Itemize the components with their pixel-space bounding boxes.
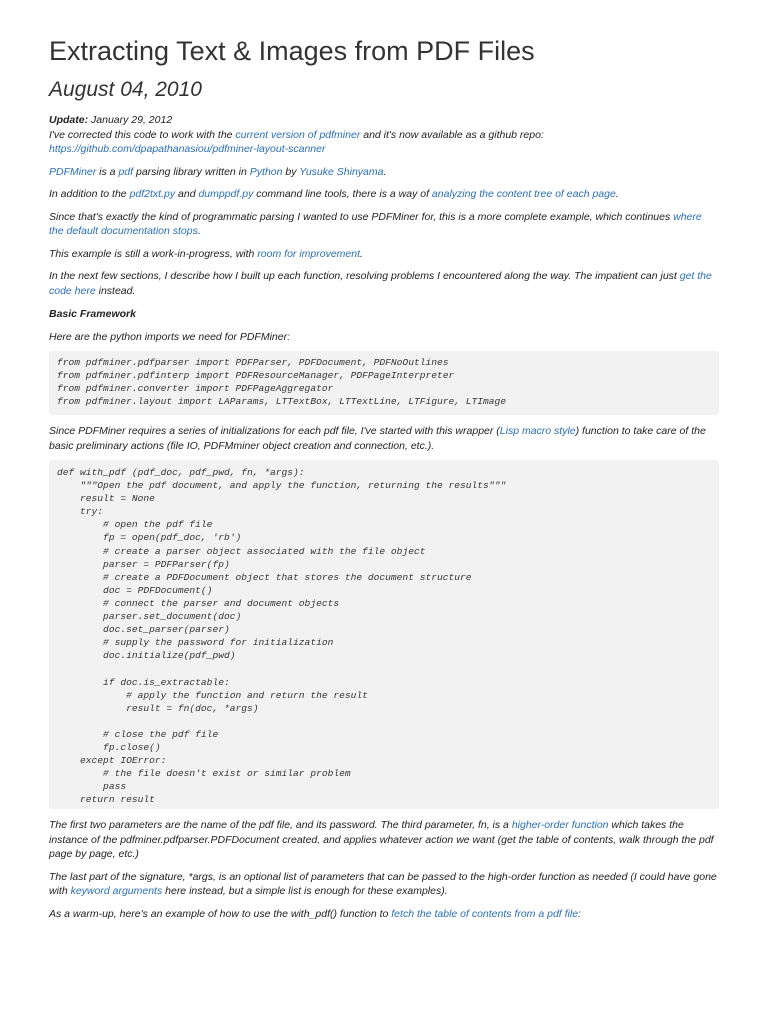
- since-text-1: Since that's exactly the kind of programmatic parsing I wanted to use PDFMiner for, this is a more complete example, which continues: [49, 210, 674, 223]
- update-text-1: I've corrected this code to work with the: [49, 128, 236, 141]
- pdfminer-link[interactable]: PDFMiner: [49, 165, 97, 178]
- warmup-text-1: As a warm-up, here's an example of how to use the with_pdf() function to: [49, 907, 392, 920]
- tools-text-4: .: [615, 188, 619, 200]
- tools-text-2: and: [175, 188, 199, 200]
- signature-text-1: The last part of the signature, *args, is an optional list of parameters that can be passed to the high-order function as needed (I could have gone with: [49, 870, 717, 897]
- wip-text-1: This example is still a work-in-progress, with: [49, 247, 258, 260]
- higher-order-function-link[interactable]: higher-order function: [511, 819, 609, 831]
- github-repo-link[interactable]: https://github.com/dpapathanasiou/pdfminer-layout-scanner: [49, 143, 326, 155]
- article-content: [49, 34, 719, 921]
- params-text-2: which takes the instance of the pdfminer.pdfparser.PDFDocument created, and applies whatever action we want (get the table of contents, walk through the pdf page by page, etc.): [49, 819, 714, 860]
- warmup-text-2: :: [578, 907, 581, 920]
- wrapper-text-2: ) function to take care of the basic preliminary actions (file IO, PDFMminer object creation and connection, etc.).: [49, 425, 706, 452]
- imports-code-block: from pdfminer.pdfparser import PDFParser, PDFDocument, PDFNoOutlines from pdfminer.pdfinterp import PDFResourceManager, PDFPageInterpreter from pdfminer.converter import PDFPageAggregator from pdfminer.layout import LAParams, LTTextBox, LTTextLine, LTFigure, LTImage: [49, 351, 719, 415]
- basic-framework-heading: Basic Framework: [49, 308, 136, 320]
- intro-text-3: by: [282, 165, 300, 178]
- intro-text-2: parsing library written in: [133, 165, 250, 178]
- imports-intro: Here are the python imports we need for PDFMiner:: [49, 330, 291, 343]
- since-text-2: .: [197, 225, 201, 237]
- update-text-2: and it's now available as a github repo:: [360, 128, 544, 141]
- python-link[interactable]: Python: [249, 165, 283, 178]
- intro-text-4: .: [383, 165, 387, 178]
- signature-text-2: here instead, but a simple list is enough for these examples).: [162, 885, 448, 897]
- analyzing-content-link[interactable]: analyzing the content tree of each page: [431, 188, 616, 200]
- wrapper-paragraph: [49, 424, 719, 453]
- update-date: January 29, 2012: [88, 114, 173, 126]
- article-date: August 04, 2010: [49, 78, 202, 101]
- dumppdf-link[interactable]: dumppdf.py: [198, 188, 254, 200]
- params-paragraph: [49, 818, 719, 862]
- article-title: Extracting Text & Images from PDF Files: [49, 36, 535, 66]
- update-paragraph: [49, 113, 719, 157]
- get-code-link[interactable]: get the code here: [49, 270, 712, 297]
- tools-paragraph: [49, 187, 719, 202]
- fetch-toc-link[interactable]: fetch the table of contents from a pdf file: [391, 907, 579, 920]
- intro-text-1: is a: [96, 165, 119, 178]
- signature-paragraph: [49, 870, 719, 899]
- params-text-1: The first two parameters are the name of the pdf file, and its password. The third parameter, fn, is a: [49, 819, 512, 831]
- warmup-paragraph: [49, 907, 719, 922]
- intro-paragraph: [49, 165, 719, 180]
- tools-text-1: In addition to the: [49, 188, 130, 200]
- lisp-macro-link[interactable]: Lisp macro style: [499, 425, 576, 437]
- keyword-arguments-link[interactable]: keyword arguments: [70, 885, 163, 897]
- with-pdf-code-block: def with_pdf (pdf_doc, pdf_pwd, fn, *args): """Open the pdf document, and apply the function, returning the results""" result = None try: # open the pdf file fp = open(pdf_doc, 'rb') # create a parser object associated with the file object parser = PDFParser(fp) # create a PDFDocument object that stores the document structure doc = PDFDocument() # connect the parser and document objects parser.set_document(doc) doc.set_parser(parser) # supply the password for initialization doc.initialize(pdf_pwd) if doc.is_extractable: # apply the function and return the result result = fn(doc, *args) # close the pdf file fp.close() except IOError: # the file doesn't exist or similar problem pass return result: [49, 460, 719, 809]
- next-text-2: instead.: [95, 284, 136, 297]
- pdf2txt-link[interactable]: pdf2txt.py: [129, 188, 176, 200]
- wip-text-2: .: [360, 247, 363, 260]
- author-link[interactable]: Yusuke Shinyama: [299, 165, 384, 178]
- since-paragraph: [49, 210, 719, 239]
- current-version-link[interactable]: current version of pdfminer: [235, 128, 361, 141]
- default-docs-link[interactable]: where the default documentation stops: [49, 210, 702, 237]
- wrapper-text-1: Since PDFMiner requires a series of initializations for each pdf file, I've started with this wrapper (: [49, 425, 500, 437]
- pdf-link[interactable]: pdf: [118, 165, 134, 178]
- next-sections-paragraph: [49, 269, 719, 298]
- room-for-improvement-link[interactable]: room for improvement: [257, 247, 361, 260]
- next-text-1: In the next few sections, I describe how I built up each function, resolving problems I encountered along the way. The impatient can just: [49, 270, 680, 282]
- wip-paragraph: [49, 247, 719, 262]
- update-label: Update:: [49, 114, 89, 126]
- tools-text-3: command line tools, there is a way of: [253, 188, 432, 200]
